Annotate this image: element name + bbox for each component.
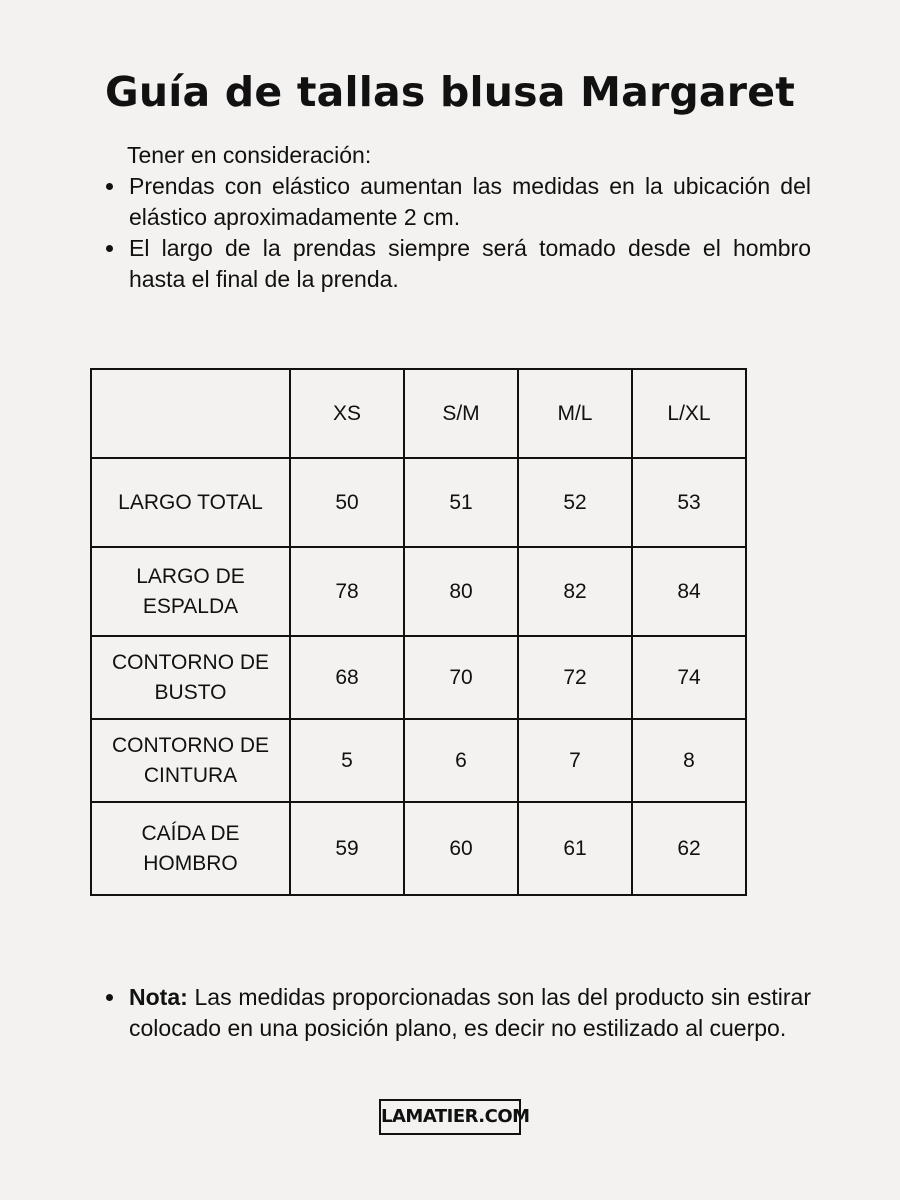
measure-label: CAÍDA DE HOMBRO: [91, 802, 290, 895]
note-label: Nota:: [129, 984, 188, 1010]
table-row: [91, 547, 746, 636]
size-header: L/XL: [632, 369, 746, 458]
measure-value: 59: [290, 802, 404, 895]
measure-value: 60: [404, 802, 518, 895]
measure-value: 61: [518, 802, 632, 895]
bullet-icon: [106, 994, 113, 1001]
note-list: [103, 982, 811, 1044]
measure-value: 68: [290, 636, 404, 719]
measure-value: 84: [632, 547, 746, 636]
table-row: [91, 458, 746, 547]
measure-value: 80: [404, 547, 518, 636]
measure-value: 5: [290, 719, 404, 802]
consideration-text: El largo de la prendas siempre será tomado desde el hombro hasta el final de la prenda.: [129, 235, 811, 292]
note-text: Las medidas proporcionadas son las del producto sin estirar colocado en una posición plano, es decir no estilizado al cuerpo.: [129, 984, 811, 1041]
table-row: [91, 802, 746, 895]
measure-value: 53: [632, 458, 746, 547]
table-header-row: [91, 369, 746, 458]
measure-value: 8: [632, 719, 746, 802]
measure-value: 50: [290, 458, 404, 547]
measure-label: CONTORNO DE BUSTO: [91, 636, 290, 719]
bullet-icon: [106, 245, 113, 252]
list-item: [103, 171, 811, 233]
size-header: XS: [290, 369, 404, 458]
measure-value: 72: [518, 636, 632, 719]
measure-label: LARGO DE ESPALDA: [91, 547, 290, 636]
bullet-icon: [106, 183, 113, 190]
considerations-intro: Tener en consideración:: [127, 142, 372, 168]
measure-label: CONTORNO DE CINTURA: [91, 719, 290, 802]
size-header: S/M: [404, 369, 518, 458]
measure-value: 62: [632, 802, 746, 895]
size-header: M/L: [518, 369, 632, 458]
measure-value: 51: [404, 458, 518, 547]
size-table: [90, 368, 747, 896]
measure-value: 7: [518, 719, 632, 802]
measure-value: 82: [518, 547, 632, 636]
measure-value: 6: [404, 719, 518, 802]
considerations-list: [103, 171, 811, 295]
table-row: [91, 636, 746, 719]
measure-value: 74: [632, 636, 746, 719]
table-corner-cell: [91, 369, 290, 458]
measure-value: 52: [518, 458, 632, 547]
consideration-text: Prendas con elástico aumentan las medidas en la ubicación del elástico aproximadamente 2 cm.: [129, 173, 811, 230]
brand-logo: LAMATIER.COM: [379, 1099, 521, 1135]
table-row: [91, 719, 746, 802]
page-title: Guía de tallas blusa Margaret: [104, 68, 796, 116]
list-item: [103, 233, 811, 295]
measure-label: LARGO TOTAL: [91, 458, 290, 547]
list-item: [103, 982, 811, 1044]
measure-value: 78: [290, 547, 404, 636]
measure-value: 70: [404, 636, 518, 719]
